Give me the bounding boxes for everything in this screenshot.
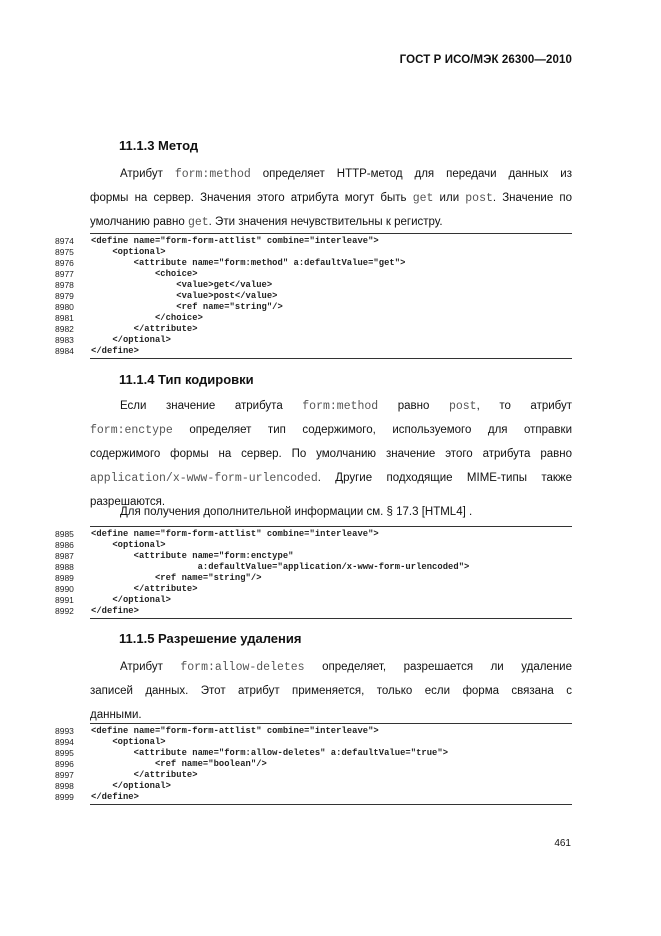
code-text: <value>post</value>: [91, 291, 278, 301]
code-text: </optional>: [91, 781, 171, 791]
text-run: Для получения дополнительной информации см. § 17.3 [HTML4] .: [120, 506, 473, 518]
paragraph-line: [90, 442, 572, 466]
line-number: 8990: [55, 584, 74, 594]
line-number: 8976: [55, 258, 74, 268]
paragraph-line: [90, 162, 572, 186]
line-number: 8998: [55, 781, 74, 791]
line-number: 8992: [55, 606, 74, 616]
inline-code: form:method: [302, 400, 379, 413]
divider: [90, 618, 572, 619]
text-run: Если значение атрибута: [120, 400, 303, 412]
text-run: записей данных. Этот атрибут применяется, только если форма связана с: [90, 685, 572, 697]
code-text: <choice>: [91, 269, 198, 279]
code-text: </define>: [91, 792, 139, 802]
text-run: определяет, разрешается ли удаление: [304, 661, 572, 673]
paragraph-line: [90, 466, 572, 490]
text-run: Атрибут: [120, 168, 175, 180]
text-run: . Эти значения нечувствительны к регистру.: [208, 216, 443, 228]
code-text: <ref name="string"/>: [91, 573, 262, 583]
line-number: 8991: [55, 595, 74, 605]
code-text: <attribute name="form:allow-deletes" a:defaultValue="true">: [91, 748, 449, 758]
code-text: <attribute name="form:enctype": [91, 551, 294, 561]
section-heading: 11.1.5 Разрешение удаления: [119, 631, 302, 646]
code-text: <optional>: [91, 737, 166, 747]
code-text: </optional>: [91, 335, 171, 345]
text-run: данными.: [90, 709, 142, 721]
line-number: 8989: [55, 573, 74, 583]
line-number: 8995: [55, 748, 74, 758]
divider: [90, 723, 572, 724]
line-number: 8993: [55, 726, 74, 736]
line-number: 8985: [55, 529, 74, 539]
line-number: 8988: [55, 562, 74, 572]
inline-code: post: [465, 192, 493, 205]
code-text: <value>get</value>: [91, 280, 273, 290]
text-run: . Другие подходящие MIME-типы также: [317, 472, 572, 484]
line-number: 8980: [55, 302, 74, 312]
code-text: <optional>: [91, 540, 166, 550]
paragraph-line: [90, 655, 572, 679]
text-run: , то атрибут: [476, 400, 573, 412]
line-number: 8983: [55, 335, 74, 345]
text-run: или: [433, 192, 466, 204]
code-text: </define>: [91, 606, 139, 616]
line-number: 8997: [55, 770, 74, 780]
code-text: </define>: [91, 346, 139, 356]
paragraph-line: [90, 186, 572, 210]
line-number: 8978: [55, 280, 74, 290]
line-number: 8982: [55, 324, 74, 334]
document-header: ГОСТ Р ИСО/МЭК 26300—2010: [399, 54, 572, 66]
inline-code: form:method: [174, 168, 251, 181]
code-text: </attribute>: [91, 770, 198, 780]
line-number: 8994: [55, 737, 74, 747]
inline-code: form:enctype: [90, 424, 173, 437]
section-heading: 11.1.4 Тип кодировки: [119, 372, 254, 387]
code-text: <define name="form-form-attlist" combine="interleave">: [91, 529, 379, 539]
paragraph-line: [90, 679, 572, 703]
section-paragraph: [90, 162, 572, 234]
code-text: <ref name="string"/>: [91, 302, 283, 312]
line-number: 8984: [55, 346, 74, 356]
line-number: 8977: [55, 269, 74, 279]
code-text: a:defaultValue="application/x-www-form-urlencoded">: [91, 562, 470, 572]
line-number: 8975: [55, 247, 74, 257]
divider: [90, 358, 572, 359]
inline-code: get: [412, 192, 434, 205]
code-text: </attribute>: [91, 324, 198, 334]
section-paragraph: [90, 500, 572, 524]
paragraph-line: [90, 418, 572, 442]
section-heading: 11.1.3 Метод: [119, 138, 199, 153]
text-run: Атрибут: [120, 661, 181, 673]
line-number: 8996: [55, 759, 74, 769]
inline-code: post: [448, 400, 477, 413]
divider: [90, 233, 572, 234]
divider: [90, 526, 572, 527]
code-text: <attribute name="form:method" a:defaultValue="get">: [91, 258, 406, 268]
section-paragraph: [90, 394, 572, 514]
code-text: <define name="form-form-attlist" combine="interleave">: [91, 726, 379, 736]
code-text: </attribute>: [91, 584, 198, 594]
text-run: содержимого формы на сервер. По умолчанию значение этого атрибута равно: [90, 448, 572, 460]
page-number: 461: [554, 838, 571, 849]
line-number: 8986: [55, 540, 74, 550]
divider: [90, 804, 572, 805]
line-number: 8999: [55, 792, 74, 802]
paragraph-line: [90, 500, 572, 524]
text-run: формы на сервер. Значения этого атрибута могут быть: [90, 192, 413, 204]
line-number: 8974: [55, 236, 74, 246]
inline-code: form:allow-deletes: [180, 661, 305, 674]
text-run: определяет тип содержимого, используемого для отправки: [172, 424, 572, 436]
text-run: определяет HTTP-метод для передачи данных из: [250, 168, 572, 180]
paragraph-line: [90, 394, 572, 418]
text-run: умолчанию равно: [90, 216, 188, 228]
code-text: <ref name="boolean"/>: [91, 759, 267, 769]
inline-code: application/x-www-form-urlencoded: [90, 472, 318, 485]
code-text: </choice>: [91, 313, 203, 323]
line-number: 8987: [55, 551, 74, 561]
line-number: 8981: [55, 313, 74, 323]
section-paragraph: [90, 655, 572, 727]
code-text: </optional>: [91, 595, 171, 605]
text-run: равно: [378, 400, 449, 412]
code-text: <optional>: [91, 247, 166, 257]
paragraph-line: [90, 210, 572, 234]
text-run: . Значение по: [492, 192, 573, 204]
text-run: разрешаются.: [90, 496, 166, 508]
inline-code: get: [187, 216, 209, 229]
line-number: 8979: [55, 291, 74, 301]
code-text: <define name="form-form-attlist" combine="interleave">: [91, 236, 379, 246]
